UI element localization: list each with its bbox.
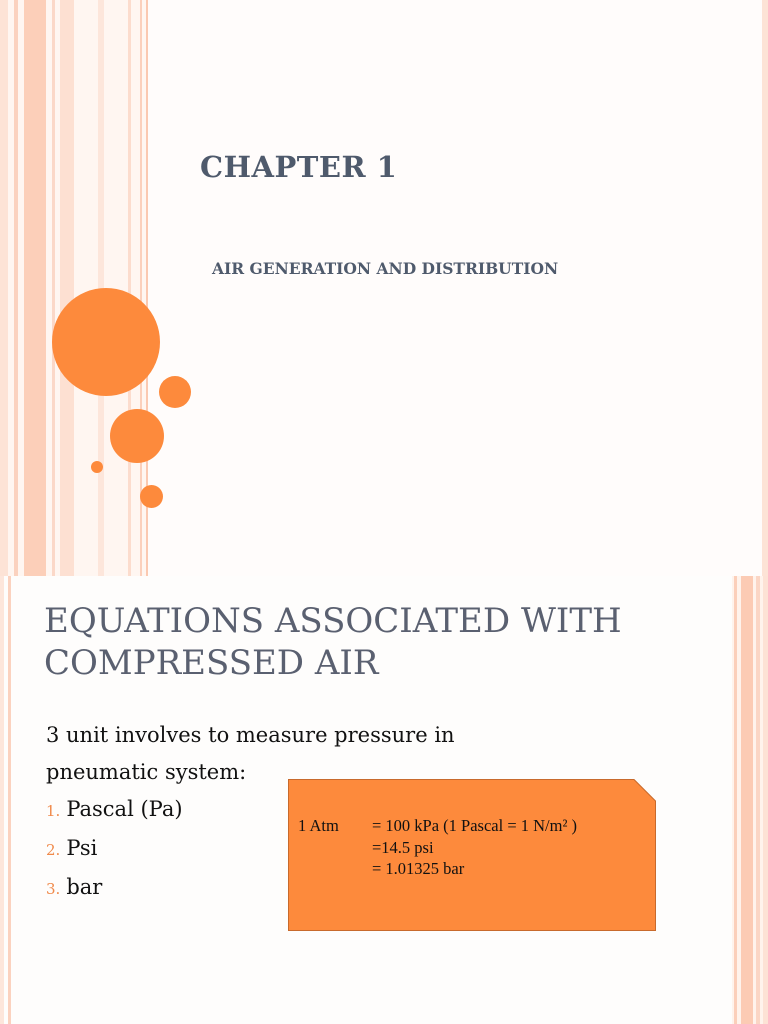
callout-row bbox=[298, 815, 577, 837]
decorative-circle bbox=[110, 409, 164, 463]
decorative-circle-large bbox=[52, 288, 160, 396]
left-stripe bbox=[60, 0, 74, 576]
list-item-number: 2. bbox=[46, 841, 61, 859]
left-stripe bbox=[14, 0, 18, 576]
list-item-number: 1. bbox=[46, 802, 61, 820]
intro-text-line: pneumatic system: bbox=[46, 760, 247, 784]
right-stripe bbox=[741, 576, 753, 1024]
decorative-circle bbox=[140, 485, 163, 508]
list-item-number: 3. bbox=[46, 880, 61, 898]
right-stripe bbox=[762, 0, 768, 576]
callout-text bbox=[298, 815, 577, 880]
callout-row bbox=[298, 837, 577, 859]
left-stripe bbox=[8, 576, 11, 1024]
left-stripe bbox=[0, 0, 8, 576]
equations-title-line: COMPRESSED AIR bbox=[44, 643, 379, 683]
left-stripe-band bbox=[0, 0, 148, 576]
chapter-subtitle: AIR GENERATION AND DISTRIBUTION bbox=[212, 259, 559, 278]
equations-title-line: EQUATIONS ASSOCIATED WITH bbox=[44, 601, 622, 641]
callout-row bbox=[298, 858, 577, 880]
left-stripe bbox=[0, 576, 4, 1024]
left-stripe bbox=[128, 0, 131, 576]
decorative-circle-small bbox=[91, 461, 103, 473]
left-stripe bbox=[52, 0, 55, 576]
conversion-callout bbox=[288, 779, 656, 931]
equations-title bbox=[44, 600, 622, 684]
callout-label: 1 Atm bbox=[298, 816, 339, 835]
list-item-text: bar bbox=[66, 875, 103, 899]
right-stripe bbox=[763, 576, 768, 1024]
callout-line: =14.5 psi bbox=[372, 837, 434, 857]
list-item-text: Psi bbox=[66, 836, 98, 860]
callout-line: = 1.01325 bar bbox=[372, 859, 465, 878]
left-stripe bbox=[24, 0, 46, 576]
list-item-text: Pascal (Pa) bbox=[66, 797, 183, 821]
intro-text-line: 3 unit involves to measure pressure in bbox=[46, 723, 455, 747]
decorative-circle bbox=[159, 376, 191, 408]
right-stripe bbox=[734, 576, 737, 1024]
chapter-title: CHAPTER 1 bbox=[200, 150, 398, 184]
callout-line: = 100 kPa (1 Pascal = 1 N/m² ) bbox=[372, 816, 578, 835]
right-stripe bbox=[756, 576, 760, 1024]
